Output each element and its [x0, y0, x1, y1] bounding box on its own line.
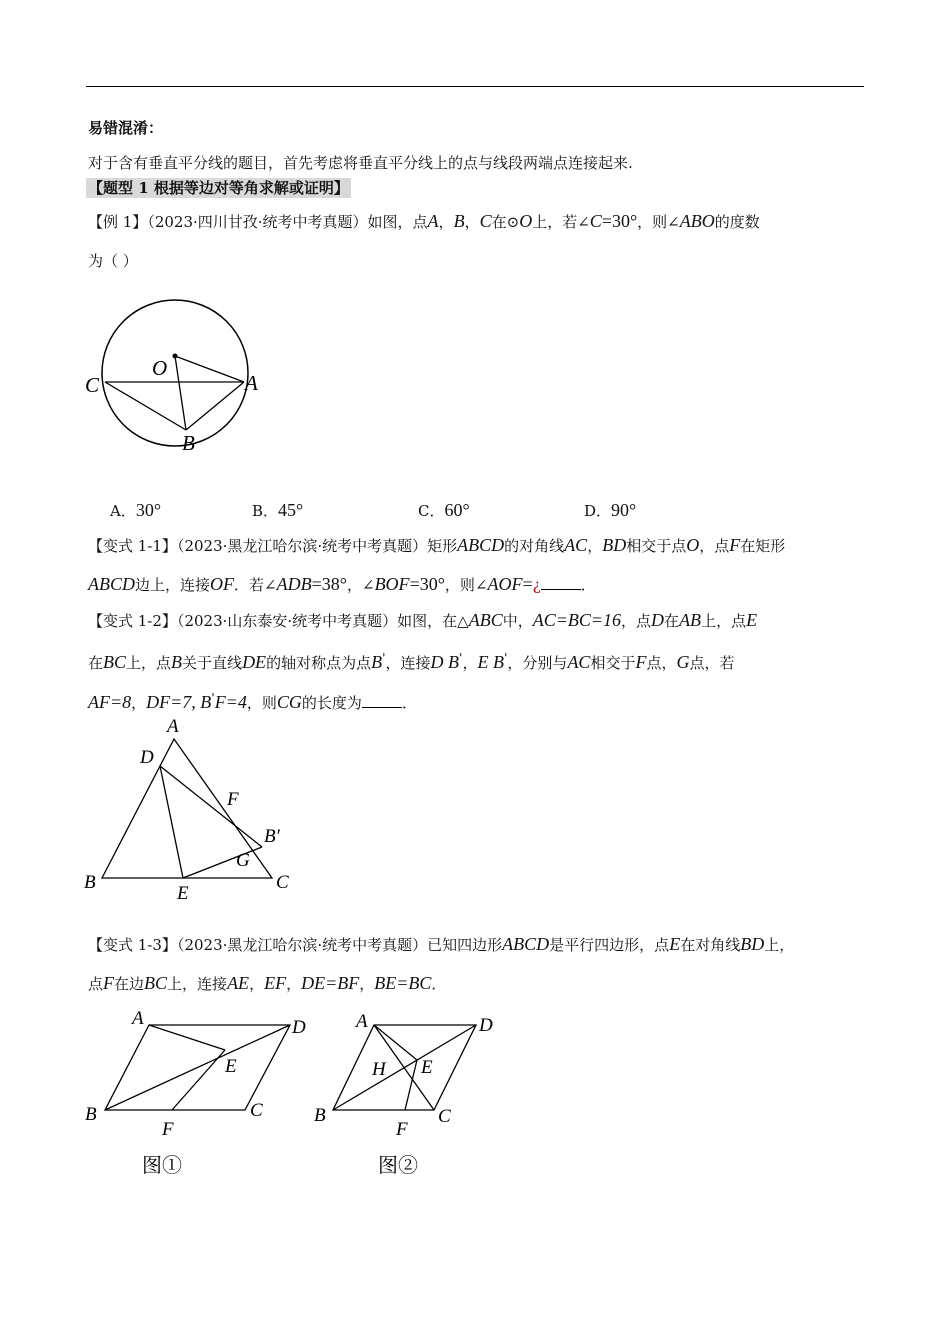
text: 在: [491, 213, 507, 231]
text: 的对角线: [504, 537, 565, 555]
text: 上，连接: [167, 975, 228, 993]
var: AF=8: [88, 692, 132, 712]
text: 点，: [646, 654, 677, 672]
header-rule: [86, 86, 864, 87]
text: 在边: [114, 975, 145, 993]
var: E: [746, 610, 758, 630]
var: BD: [740, 934, 765, 954]
text: 如图，点: [367, 213, 428, 231]
triangle-symbol: △: [457, 612, 469, 630]
example-source: （2023·四川甘孜·统考中考真题）: [147, 213, 368, 231]
text: 上，: [764, 936, 795, 954]
text: ，: [464, 213, 480, 231]
var: AC: [567, 652, 591, 672]
section-title: 易错混淆：: [88, 119, 164, 137]
text: ，: [359, 975, 375, 993]
label-e: E: [177, 883, 189, 904]
parallelogram-figure-1: [80, 1004, 320, 1184]
text: ，则: [246, 694, 277, 712]
label-f: F: [227, 789, 239, 810]
text: 相交于: [590, 654, 636, 672]
text: 如图，在: [397, 612, 458, 630]
var: DF=7, B: [146, 692, 212, 712]
text: ，: [249, 975, 265, 993]
var: E: [669, 934, 681, 954]
var: BE=BC: [374, 973, 432, 993]
var: ABCD: [502, 934, 550, 954]
var: F=4: [214, 692, 247, 712]
radius-oa: [175, 356, 244, 382]
var: O: [519, 211, 533, 231]
var: AC: [564, 535, 588, 555]
var: BD: [602, 535, 627, 555]
label-b: B: [314, 1105, 326, 1126]
option-letter: B．: [252, 502, 279, 520]
text: 在矩形: [740, 537, 786, 555]
text: 的轴对称点为点: [266, 654, 372, 672]
option-value: 45°: [278, 500, 304, 520]
variant-tag: 【变式 1-3】: [88, 936, 177, 954]
option-value: 90°: [611, 500, 637, 520]
label-e: E: [421, 1057, 433, 1078]
text: 在对角线: [680, 936, 741, 954]
var: O: [686, 535, 700, 555]
example-1-line2: 为（ ）: [88, 252, 138, 270]
var: AB: [679, 610, 702, 630]
angle-symbol: ∠: [361, 576, 375, 594]
label-bprime: B′: [264, 826, 280, 847]
angle-symbol: ∠: [474, 576, 488, 594]
var: B: [371, 652, 383, 672]
variant-1-2-line2: [88, 648, 735, 673]
text: 上，点: [701, 612, 747, 630]
var: BC: [144, 973, 168, 993]
var: BOF: [374, 574, 410, 594]
option-a[interactable]: [110, 500, 161, 521]
text: 在: [664, 612, 680, 630]
var: ABCD: [457, 535, 505, 555]
text: =: [522, 574, 533, 594]
text: 已知四边形: [427, 936, 503, 954]
var: AE: [227, 973, 250, 993]
line-dbp: [160, 766, 262, 847]
text: ．: [580, 576, 596, 594]
text: ，连接: [385, 654, 431, 672]
prime: ': [382, 650, 386, 665]
option-letter: A．: [110, 502, 136, 520]
angle-symbol: ∠: [577, 213, 590, 231]
text: ，则: [637, 213, 668, 231]
variant-1-3-line1: [88, 934, 794, 955]
var: C: [589, 211, 602, 231]
example-tag: 【例 1】: [88, 213, 148, 231]
option-value: 30°: [135, 500, 162, 520]
label-d: D: [292, 1017, 306, 1038]
text: 在: [88, 654, 104, 672]
text: 的度数: [714, 213, 760, 231]
value: =30°: [601, 211, 638, 231]
radius-ob: [175, 356, 186, 430]
var: D B: [430, 652, 460, 672]
label-a: A: [245, 371, 258, 395]
var: A: [427, 211, 439, 231]
circle-symbol: ⊙: [506, 213, 520, 231]
text: ．若: [234, 576, 265, 594]
parallelogram-figure-2: [308, 1004, 508, 1184]
variant-tag: 【变式 1-1】: [88, 537, 177, 555]
label-d: D: [479, 1015, 493, 1036]
var: ABO: [679, 211, 715, 231]
var: E B: [477, 652, 504, 672]
text: ，: [286, 975, 302, 993]
text: 中，: [502, 612, 533, 630]
variant-1-1-line2: [88, 574, 596, 595]
angle-symbol: ∠: [264, 576, 277, 594]
var: ABCD: [88, 574, 135, 594]
line-ebp: [183, 847, 262, 878]
text: 上，若: [532, 213, 578, 231]
text: ．: [401, 694, 417, 712]
option-value: 60°: [444, 500, 470, 520]
text: 关于直线: [182, 654, 243, 672]
var: CG: [276, 692, 302, 712]
text: 矩形: [427, 537, 458, 555]
text: 上，点: [126, 654, 172, 672]
value: =38°: [311, 574, 347, 594]
garbled-char: ¿: [532, 576, 541, 594]
tip-text: 对于含有垂直平分线的题目，首先考虑将垂直平分线上的点与线段两端点连接起来.: [88, 154, 633, 172]
diagonal-bd: [105, 1025, 290, 1110]
var: BC: [103, 652, 127, 672]
text: ，: [462, 654, 478, 672]
var: B: [171, 652, 183, 672]
var: OF: [210, 574, 235, 594]
prime: ': [211, 690, 215, 705]
variant-1-2-line1: [88, 610, 757, 631]
variant-1-1-line1: [88, 535, 785, 556]
text: ，: [131, 694, 147, 712]
angle-symbol: ∠: [667, 213, 680, 231]
label-e: E: [225, 1056, 237, 1077]
text: ，点: [621, 612, 652, 630]
text: 相交于点: [626, 537, 687, 555]
var: C: [479, 211, 492, 231]
variant-source: （2023·山东泰安·统考中考真题）: [176, 612, 398, 630]
text: ，分别与: [507, 654, 568, 672]
example-1-line1: [88, 211, 760, 232]
text: ，点: [699, 537, 730, 555]
line-ef: [172, 1050, 225, 1110]
variant-tag: 【变式 1-2】: [88, 612, 177, 630]
chord-cb: [105, 382, 186, 430]
label-a: A: [167, 716, 179, 737]
text: ，则: [444, 576, 475, 594]
line-ae: [149, 1025, 225, 1050]
chord-ab: [186, 382, 244, 430]
option-d[interactable]: [584, 500, 636, 521]
figure-caption-2: 图②: [378, 1153, 418, 1177]
label-a: A: [356, 1011, 368, 1032]
triangle-figure: [80, 712, 310, 907]
line-de: [160, 766, 183, 878]
variant-1-3-line2: [88, 973, 446, 994]
prime: ': [459, 650, 463, 665]
figure-caption-1: 图①: [142, 1153, 182, 1177]
label-c: C: [276, 872, 289, 893]
label-f: F: [162, 1119, 174, 1140]
var: F: [635, 652, 647, 672]
prime: ': [503, 650, 508, 665]
label-b: B: [84, 872, 96, 893]
circle-figure: [80, 278, 280, 458]
answer-blank[interactable]: [362, 693, 402, 708]
var: G: [676, 652, 690, 672]
text: ．: [431, 975, 447, 993]
var: DE: [242, 652, 267, 672]
var: F: [103, 973, 115, 993]
text: 点: [88, 975, 104, 993]
text: 是平行四边形，点: [549, 936, 670, 954]
var: DE=BF: [301, 973, 360, 993]
option-letter: C．: [418, 502, 445, 520]
var: AC=BC=16: [532, 610, 622, 630]
var: ABC: [468, 610, 503, 630]
variant-1-2-line3: [88, 688, 417, 713]
label-c: C: [85, 373, 100, 397]
label-a: A: [132, 1008, 144, 1029]
text: ，: [346, 576, 362, 594]
label-b: B: [182, 431, 195, 455]
label-o: O: [152, 356, 168, 380]
variant-source: （2023·黑龙江哈尔滨·统考中考真题）: [176, 936, 428, 954]
option-c[interactable]: [418, 500, 470, 521]
label-c: C: [438, 1106, 451, 1127]
text: 的长度为: [301, 694, 362, 712]
text: ，: [438, 213, 454, 231]
text: 点，若: [689, 654, 735, 672]
type-heading: 【题型 1 根据等边对等角求解或证明】: [88, 179, 349, 197]
value: =30°: [409, 574, 445, 594]
var: F: [729, 535, 741, 555]
label-d: D: [140, 747, 154, 768]
var: D: [651, 610, 665, 630]
var: B: [453, 211, 465, 231]
text: 边上，连接: [135, 576, 211, 594]
option-b[interactable]: [252, 500, 303, 521]
label-c: C: [250, 1100, 263, 1121]
answer-blank[interactable]: [541, 575, 581, 590]
var: ADB: [276, 574, 312, 594]
line-ef: [405, 1060, 417, 1110]
var: AOF: [487, 574, 523, 594]
var: EF: [264, 973, 287, 993]
label-b: B: [85, 1104, 97, 1125]
label-f: F: [396, 1119, 408, 1140]
variant-source: （2023·黑龙江哈尔滨·统考中考真题）: [176, 537, 428, 555]
label-h: H: [372, 1059, 386, 1080]
text: ，: [587, 537, 603, 555]
label-g: G: [236, 850, 250, 871]
option-letter: D．: [584, 502, 612, 520]
